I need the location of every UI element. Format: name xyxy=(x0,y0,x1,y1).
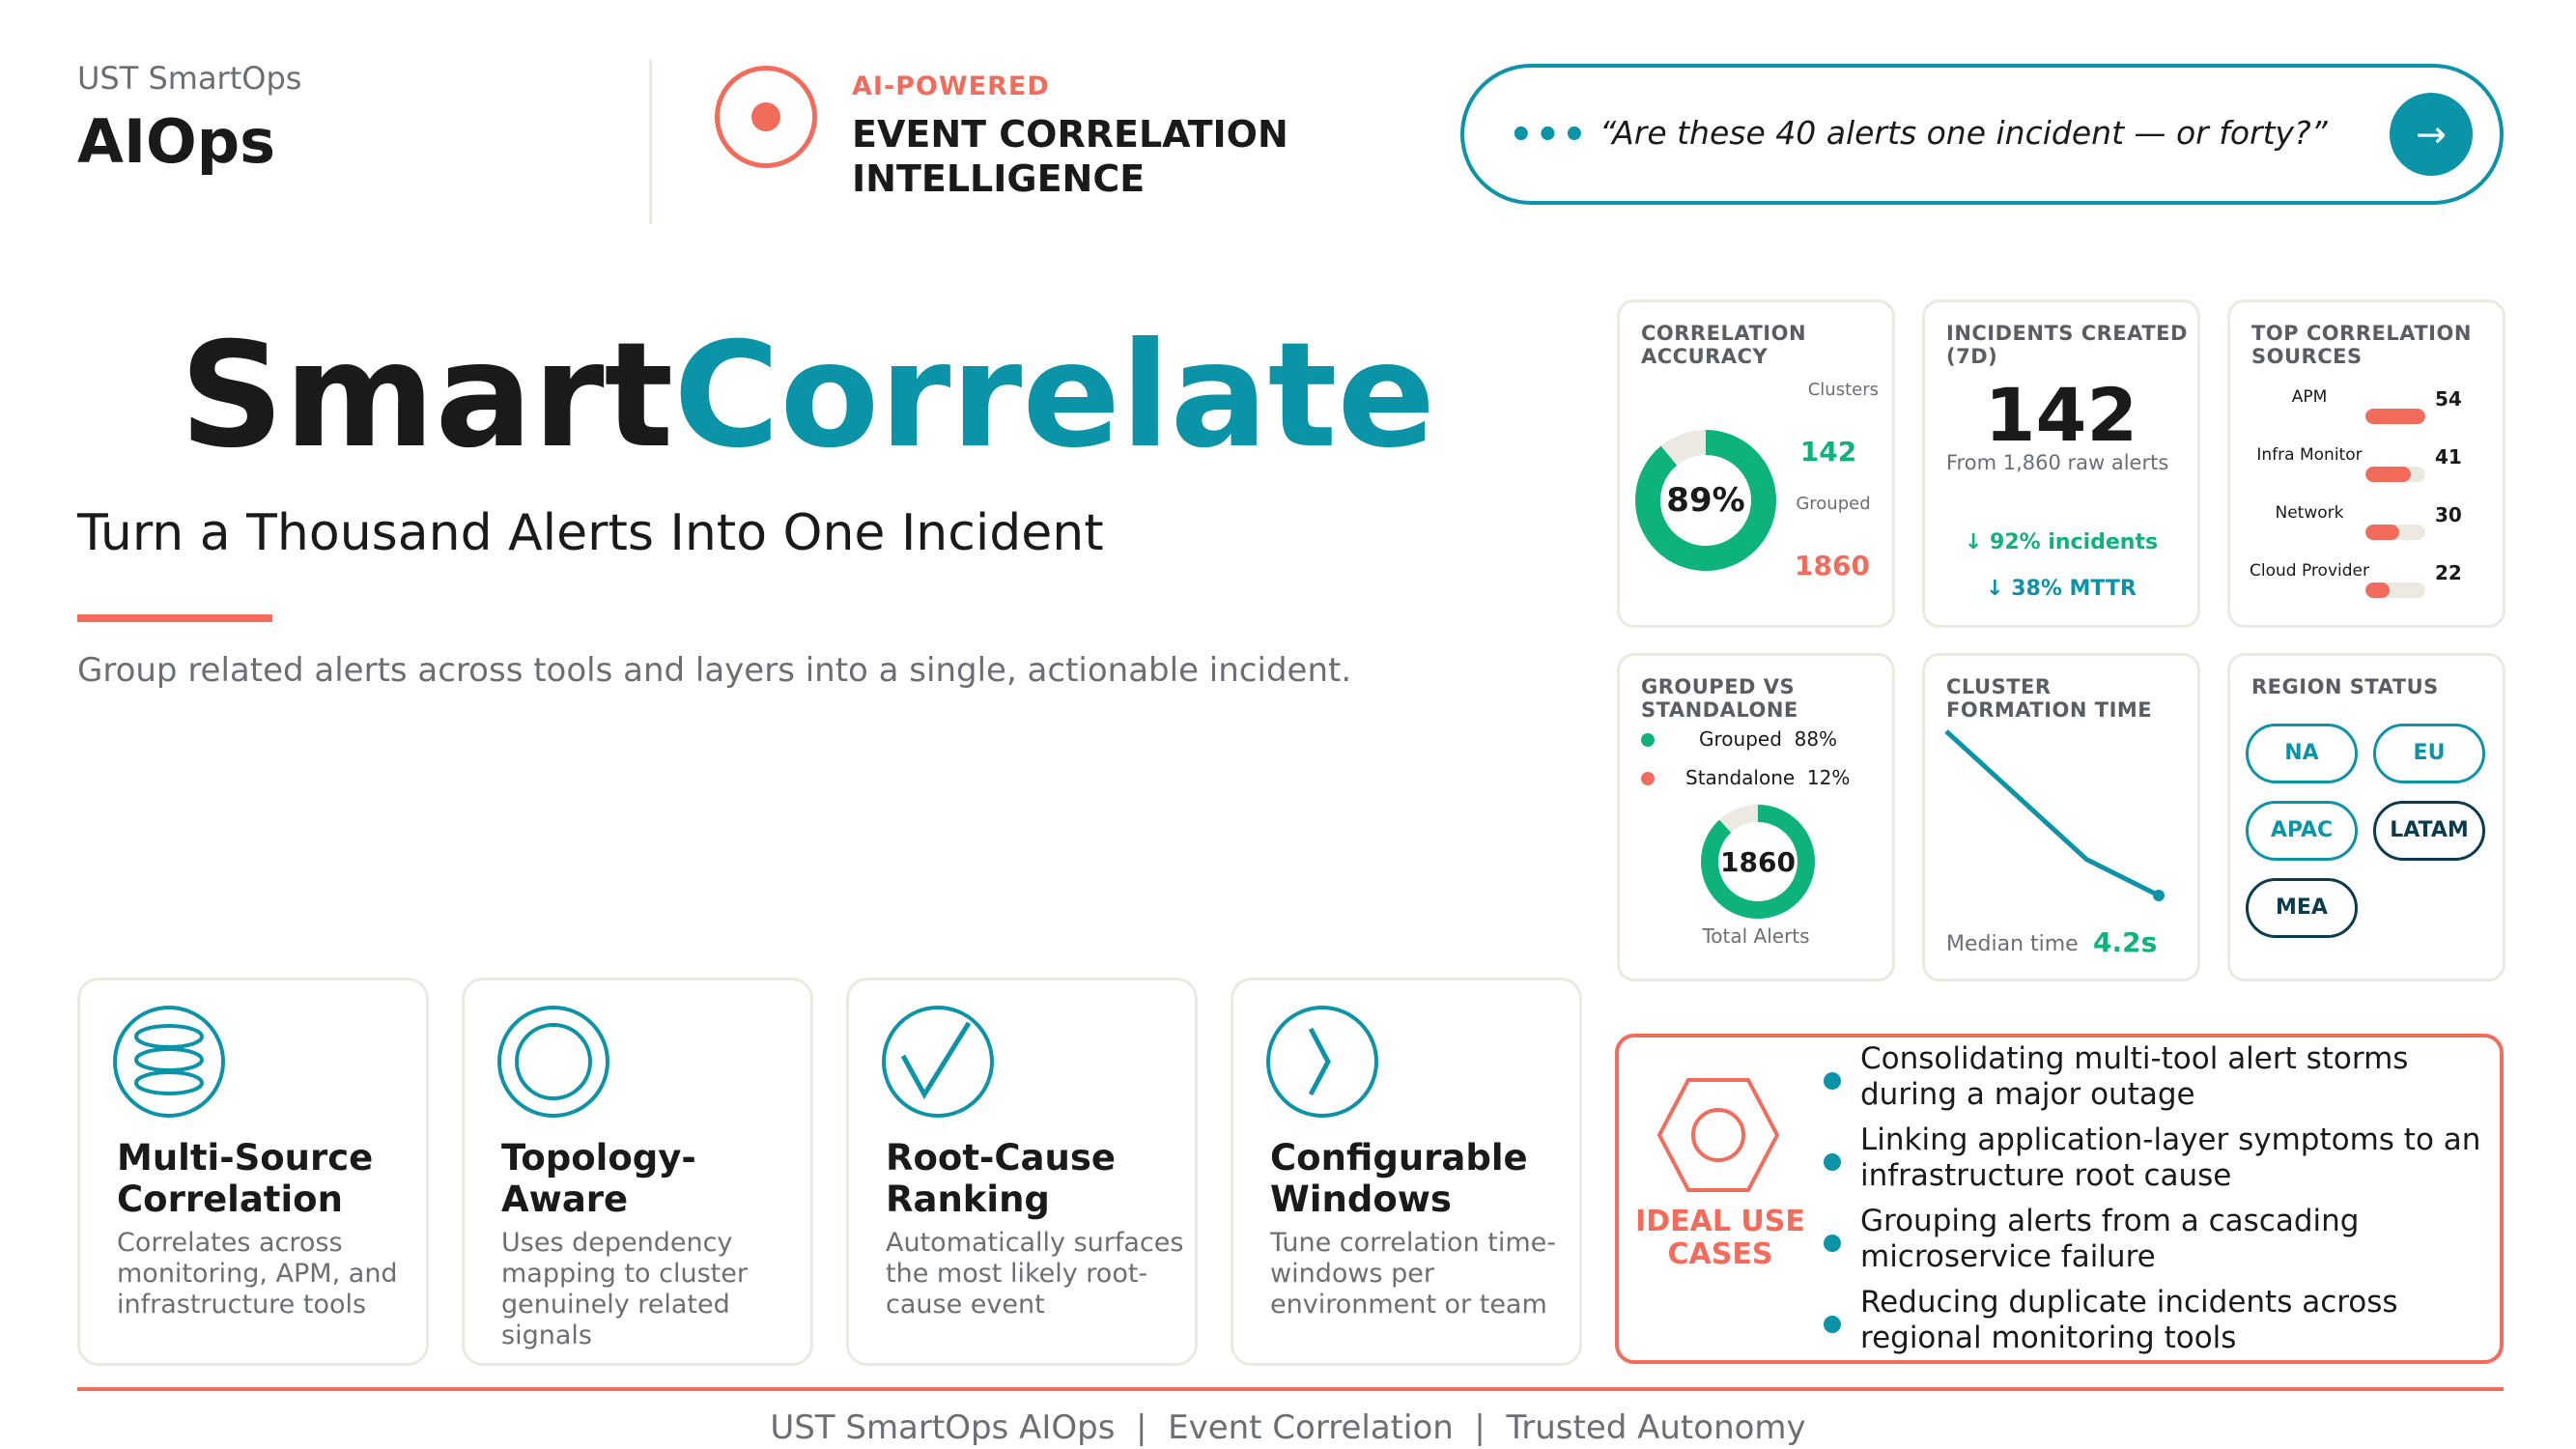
hexagon-icon xyxy=(1656,1072,1781,1198)
use-case-item: Linking application-layer symptoms to an infrastructure root cause xyxy=(1860,1122,2481,1193)
legend-standalone: Standalone 12% xyxy=(1685,766,1851,789)
source-bar-track xyxy=(2365,409,2425,424)
feature-title: Root-Cause Ranking xyxy=(886,1137,1116,1220)
mttr-delta: ↓ 38% MTTR xyxy=(1986,577,2137,601)
legend-swatch-grouped xyxy=(1641,733,1655,747)
legend-grouped: Grouped 88% xyxy=(1699,727,1838,751)
source-bar-fill xyxy=(2365,467,2411,482)
metric-card-grouped xyxy=(1617,653,1895,981)
total-alerts-value: 1860 xyxy=(1720,846,1796,878)
source-label: Infra Monitor xyxy=(2256,445,2363,465)
hero-title-part1: Smart xyxy=(180,312,674,480)
incidents-sub: From 1,860 raw alerts xyxy=(1946,451,2169,474)
use-cases-label: IDEAL USE CASES xyxy=(1635,1205,1805,1271)
source-value: 22 xyxy=(2435,561,2462,584)
source-label: Cloud Provider xyxy=(2250,561,2369,581)
product-line-title: EVENT CORRELATION INTELLIGENCE xyxy=(852,113,1288,200)
ai-kicker: AI-POWERED xyxy=(852,71,1050,101)
total-alerts-caption: Total Alerts xyxy=(1702,924,1810,948)
bullet-dot xyxy=(1824,1235,1841,1252)
source-bar-fill xyxy=(2365,525,2399,540)
metric-title: INCIDENTS CREATED (7D) xyxy=(1946,322,2188,368)
region-pill-latam[interactable]: LATAM xyxy=(2373,801,2485,861)
search-query[interactable]: “Are these 40 alerts one incident — or forty?” xyxy=(1599,114,2328,152)
use-case-item: Reducing duplicate incidents across regional monitoring tools xyxy=(1860,1285,2398,1355)
sparkline-path xyxy=(1946,731,2159,895)
source-value: 54 xyxy=(2435,387,2462,411)
metric-card-sources xyxy=(2227,299,2505,628)
sparkline-endpoint xyxy=(2153,890,2165,901)
median-value: 4.2s xyxy=(2093,926,2158,958)
metric-card-cluster-time xyxy=(1922,653,2200,981)
chevron-right-icon xyxy=(1264,1004,1380,1120)
region-pill-apac[interactable]: APAC xyxy=(2246,801,2358,861)
feature-card-multi-source[interactable] xyxy=(77,978,429,1366)
bullet-dot xyxy=(1824,1072,1841,1090)
feature-card-topology[interactable] xyxy=(462,978,813,1366)
hero-tagline: Turn a Thousand Alerts Into One Incident xyxy=(77,504,1104,562)
hero-title-part2: Correlate xyxy=(673,312,1436,480)
source-value: 41 xyxy=(2435,445,2462,469)
feature-card-windows[interactable] xyxy=(1231,978,1582,1366)
ring-icon xyxy=(495,1004,611,1120)
use-cases-panel xyxy=(1615,1034,2504,1364)
accent-bar xyxy=(77,614,272,622)
brand-subtitle: UST SmartOps xyxy=(77,60,302,97)
clusters-label: Clusters xyxy=(1807,380,1879,400)
source-label: Network xyxy=(2275,503,2344,523)
metric-card-incidents xyxy=(1922,299,2200,628)
legend-swatch-standalone xyxy=(1641,772,1655,785)
brand-title: AIOps xyxy=(77,106,276,177)
use-case-item: Grouping alerts from a cascading microservice failure xyxy=(1860,1204,2360,1274)
source-bar-track xyxy=(2365,467,2425,482)
grouped-donut xyxy=(1697,801,1819,923)
target-icon-center xyxy=(751,102,780,131)
feature-title: Configurable Windows xyxy=(1270,1137,1528,1220)
use-case-item: Consolidating multi-tool alert storms during a major outage xyxy=(1860,1041,2409,1112)
incidents-value: 142 xyxy=(1984,372,2138,458)
grouped-label: Grouped xyxy=(1796,494,1871,514)
source-value: 30 xyxy=(2435,503,2462,526)
region-pill-na[interactable]: NA xyxy=(2246,724,2358,783)
database-stack-icon xyxy=(111,1004,227,1120)
cluster-time-sparkline xyxy=(1942,724,2184,917)
hero-subline: Group related alerts across tools and layers into a single, actionable incident. xyxy=(77,651,1352,690)
metric-card-accuracy xyxy=(1617,299,1895,628)
source-bar-fill xyxy=(2365,409,2425,424)
bullet-dot xyxy=(1824,1153,1841,1171)
checkmark-icon xyxy=(880,1004,996,1120)
search-submit-button[interactable]: → xyxy=(2390,93,2473,176)
bullet-dot xyxy=(1824,1316,1841,1333)
typing-dots-icon: ••• xyxy=(1509,113,1589,157)
clusters-value: 142 xyxy=(1799,436,1857,468)
incidents-delta: ↓ 92% incidents xyxy=(1964,530,2159,554)
metric-title: TOP CORRELATION SOURCES xyxy=(2251,322,2472,368)
header-divider xyxy=(649,60,652,224)
feature-card-root-cause[interactable] xyxy=(846,978,1198,1366)
source-bar-fill xyxy=(2365,582,2390,598)
region-pill-eu[interactable]: EU xyxy=(2373,724,2485,783)
feature-desc: Tune correlation time-windows per environment or team xyxy=(1270,1228,1557,1320)
metric-title: CLUSTER FORMATION TIME xyxy=(1946,675,2153,722)
metric-title: GROUPED VS STANDALONE xyxy=(1641,675,1798,722)
grouped-value: 1860 xyxy=(1795,550,1870,582)
region-pill-mea[interactable]: MEA xyxy=(2246,878,2358,938)
accuracy-donut xyxy=(1633,428,1778,573)
median-caption: Median time xyxy=(1946,932,2079,956)
feature-desc: Correlates across monitoring, APM, and infrastructure tools xyxy=(117,1228,398,1320)
source-label: APM xyxy=(2291,387,2328,407)
feature-title: Multi-Source Correlation xyxy=(117,1137,374,1220)
feature-desc: Automatically surfaces the most likely root-cause event xyxy=(886,1228,1184,1320)
source-bar-track xyxy=(2365,525,2425,540)
metric-title: CORRELATION ACCURACY xyxy=(1641,322,1807,368)
footer-text: UST SmartOps AIOps | Event Correlation | Trusted Autonomy xyxy=(770,1408,1806,1447)
accuracy-percent: 89% xyxy=(1666,481,1745,520)
metric-card-regions xyxy=(2227,653,2505,981)
hero-title xyxy=(180,309,1435,483)
source-bar-track xyxy=(2365,582,2425,598)
feature-desc: Uses dependency mapping to cluster genuinely related signals xyxy=(501,1228,748,1350)
footer-rule xyxy=(77,1387,2504,1391)
metric-title: REGION STATUS xyxy=(2251,675,2439,698)
feature-title: Topology-Aware xyxy=(501,1137,696,1220)
